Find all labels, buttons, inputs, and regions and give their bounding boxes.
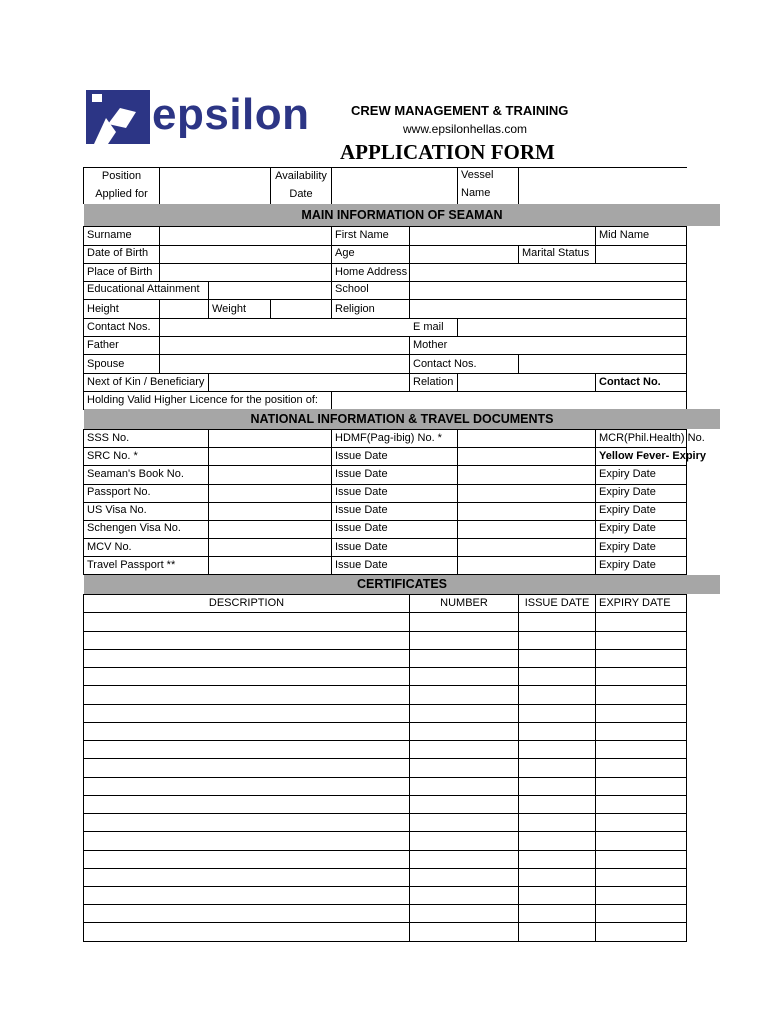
spouse-label: Spouse bbox=[87, 358, 125, 370]
mother-input[interactable] bbox=[460, 337, 686, 354]
src-issue-date-input[interactable] bbox=[458, 448, 595, 465]
mcv-issue-input[interactable] bbox=[458, 539, 595, 556]
yellow-fever-label: Yellow Fever- Expiry bbox=[599, 450, 706, 462]
holding-licence-label: Holding Valid Higher Licence for the position of: bbox=[87, 394, 318, 406]
us-visa-input[interactable] bbox=[209, 503, 331, 520]
travel-passport-input[interactable] bbox=[209, 557, 331, 574]
weight-input[interactable] bbox=[271, 300, 331, 318]
next-of-kin-input[interactable] bbox=[209, 374, 409, 391]
holding-licence-input[interactable] bbox=[332, 392, 686, 409]
src-issue-date-label: Issue Date bbox=[335, 450, 388, 462]
schengen-visa-label: Schengen Visa No. bbox=[87, 522, 181, 534]
age-input[interactable] bbox=[410, 246, 518, 263]
col-number: NUMBER bbox=[440, 597, 488, 609]
passport-expiry-label: Expiry Date bbox=[599, 486, 656, 498]
position-label-line2: Applied for bbox=[95, 188, 148, 200]
seamans-book-expiry-label: Expiry Date bbox=[599, 468, 656, 480]
seamans-book-input[interactable] bbox=[209, 466, 331, 484]
position-input[interactable] bbox=[160, 168, 270, 203]
date-of-birth-input[interactable] bbox=[160, 246, 331, 263]
hdmf-input[interactable] bbox=[458, 430, 595, 447]
passport-issue-label: Issue Date bbox=[335, 486, 388, 498]
place-of-birth-label: Place of Birth bbox=[87, 266, 153, 278]
spouse-input[interactable] bbox=[160, 355, 409, 373]
us-visa-label: US Visa No. bbox=[87, 504, 147, 516]
us-visa-expiry-label: Expiry Date bbox=[599, 504, 656, 516]
contact-nos-label: Contact Nos. bbox=[87, 321, 151, 333]
next-of-kin-label: Next of Kin / Beneficiary bbox=[87, 376, 205, 388]
hdmf-label: HDMF(Pag-ibig) No. * bbox=[335, 432, 442, 444]
us-visa-issue-label: Issue Date bbox=[335, 504, 388, 516]
position-label: Position bbox=[101, 170, 142, 182]
src-label: SRC No. * bbox=[87, 450, 138, 462]
school-label: School bbox=[335, 283, 369, 295]
col-expiry-date: EXPIRY DATE bbox=[599, 597, 671, 609]
father-label: Father bbox=[87, 339, 119, 351]
home-address-input[interactable] bbox=[410, 264, 686, 281]
certificates-header: CERTIFICATES bbox=[84, 575, 720, 594]
logo bbox=[86, 88, 336, 148]
company-line: CREW MANAGEMENT & TRAINING bbox=[351, 103, 569, 118]
spouse-contact-label: Contact Nos. bbox=[413, 358, 477, 370]
travel-passport-expiry-label: Expiry Date bbox=[599, 559, 656, 571]
schengen-issue-input[interactable] bbox=[458, 521, 595, 538]
home-address-label: Home Address bbox=[335, 266, 408, 278]
passport-issue-input[interactable] bbox=[458, 485, 595, 502]
surname-input[interactable] bbox=[160, 227, 331, 245]
mcv-issue-label: Issue Date bbox=[335, 541, 388, 553]
mother-label: Mother bbox=[413, 339, 448, 351]
contact-no-label: Contact No. bbox=[599, 376, 661, 388]
availability-label-line2: Date bbox=[289, 188, 313, 200]
seamans-book-label: Seaman's Book No. bbox=[87, 468, 184, 480]
schengen-expiry-label: Expiry Date bbox=[599, 522, 656, 534]
us-visa-issue-input[interactable] bbox=[458, 503, 595, 520]
mcv-input[interactable] bbox=[209, 539, 331, 556]
travel-passport-issue-input[interactable] bbox=[458, 557, 595, 574]
passport-label: Passport No. bbox=[87, 486, 151, 498]
availability-label: Availability bbox=[275, 170, 327, 182]
age-label: Age bbox=[335, 247, 355, 259]
marital-status-label: Marital Status bbox=[522, 247, 590, 259]
sss-input[interactable] bbox=[209, 430, 331, 447]
relation-input[interactable] bbox=[458, 374, 595, 391]
col-description: DESCRIPTION bbox=[208, 597, 285, 609]
father-input[interactable] bbox=[160, 337, 409, 354]
vessel-label-line2: Name bbox=[461, 187, 491, 199]
passport-input[interactable] bbox=[209, 485, 331, 502]
email-input[interactable] bbox=[458, 319, 686, 336]
availability-input[interactable] bbox=[332, 168, 457, 203]
school-input[interactable] bbox=[410, 282, 686, 299]
spouse-contact-input[interactable] bbox=[519, 355, 686, 373]
surname-label: Surname bbox=[87, 229, 132, 241]
relation-label: Relation bbox=[413, 376, 454, 388]
seamans-book-issue-label: Issue Date bbox=[335, 468, 388, 480]
height-label: Height bbox=[87, 303, 119, 315]
form-title: APPLICATION FORM bbox=[340, 140, 555, 164]
logo-mark-icon bbox=[86, 88, 152, 146]
place-of-birth-input[interactable] bbox=[160, 264, 331, 281]
col-issue-date: ISSUE DATE bbox=[524, 597, 590, 609]
mcr-label: MCR(Phil.Health) No. bbox=[599, 432, 705, 444]
vessel-label: Vessel bbox=[461, 169, 494, 181]
first-name-label: First Name bbox=[335, 229, 389, 241]
educational-attainment-label: Educational Attainment bbox=[87, 283, 200, 295]
date-of-birth-label: Date of Birth bbox=[87, 247, 149, 259]
travel-passport-label: Travel Passport ** bbox=[87, 559, 176, 571]
src-input[interactable] bbox=[209, 448, 331, 465]
schengen-visa-input[interactable] bbox=[209, 521, 331, 538]
educational-attainment-input[interactable] bbox=[209, 282, 331, 299]
company-website[interactable]: www.epsilonhellas.com bbox=[403, 122, 528, 136]
vessel-input[interactable] bbox=[519, 168, 687, 203]
marital-status-input[interactable] bbox=[596, 246, 686, 263]
logo-text: epsilon bbox=[152, 90, 310, 139]
first-name-input[interactable] bbox=[410, 227, 595, 245]
travel-passport-issue-label: Issue Date bbox=[335, 559, 388, 571]
seamans-book-issue-input[interactable] bbox=[458, 466, 595, 484]
national-info-header: NATIONAL INFORMATION & TRAVEL DOCUMENTS bbox=[84, 409, 720, 429]
schengen-issue-label: Issue Date bbox=[335, 522, 388, 534]
weight-label: Weight bbox=[212, 303, 247, 315]
religion-input[interactable] bbox=[410, 300, 686, 318]
height-input[interactable] bbox=[160, 300, 208, 318]
sss-label: SSS No. bbox=[87, 432, 130, 444]
mcv-expiry-label: Expiry Date bbox=[599, 541, 656, 553]
religion-label: Religion bbox=[335, 303, 375, 315]
email-label: E mail bbox=[413, 321, 444, 333]
main-info-header: MAIN INFORMATION OF SEAMAN bbox=[84, 204, 720, 226]
contact-nos-input[interactable] bbox=[160, 319, 409, 336]
mcv-label: MCV No. bbox=[87, 541, 132, 553]
mid-name-label: Mid Name bbox=[599, 229, 650, 241]
